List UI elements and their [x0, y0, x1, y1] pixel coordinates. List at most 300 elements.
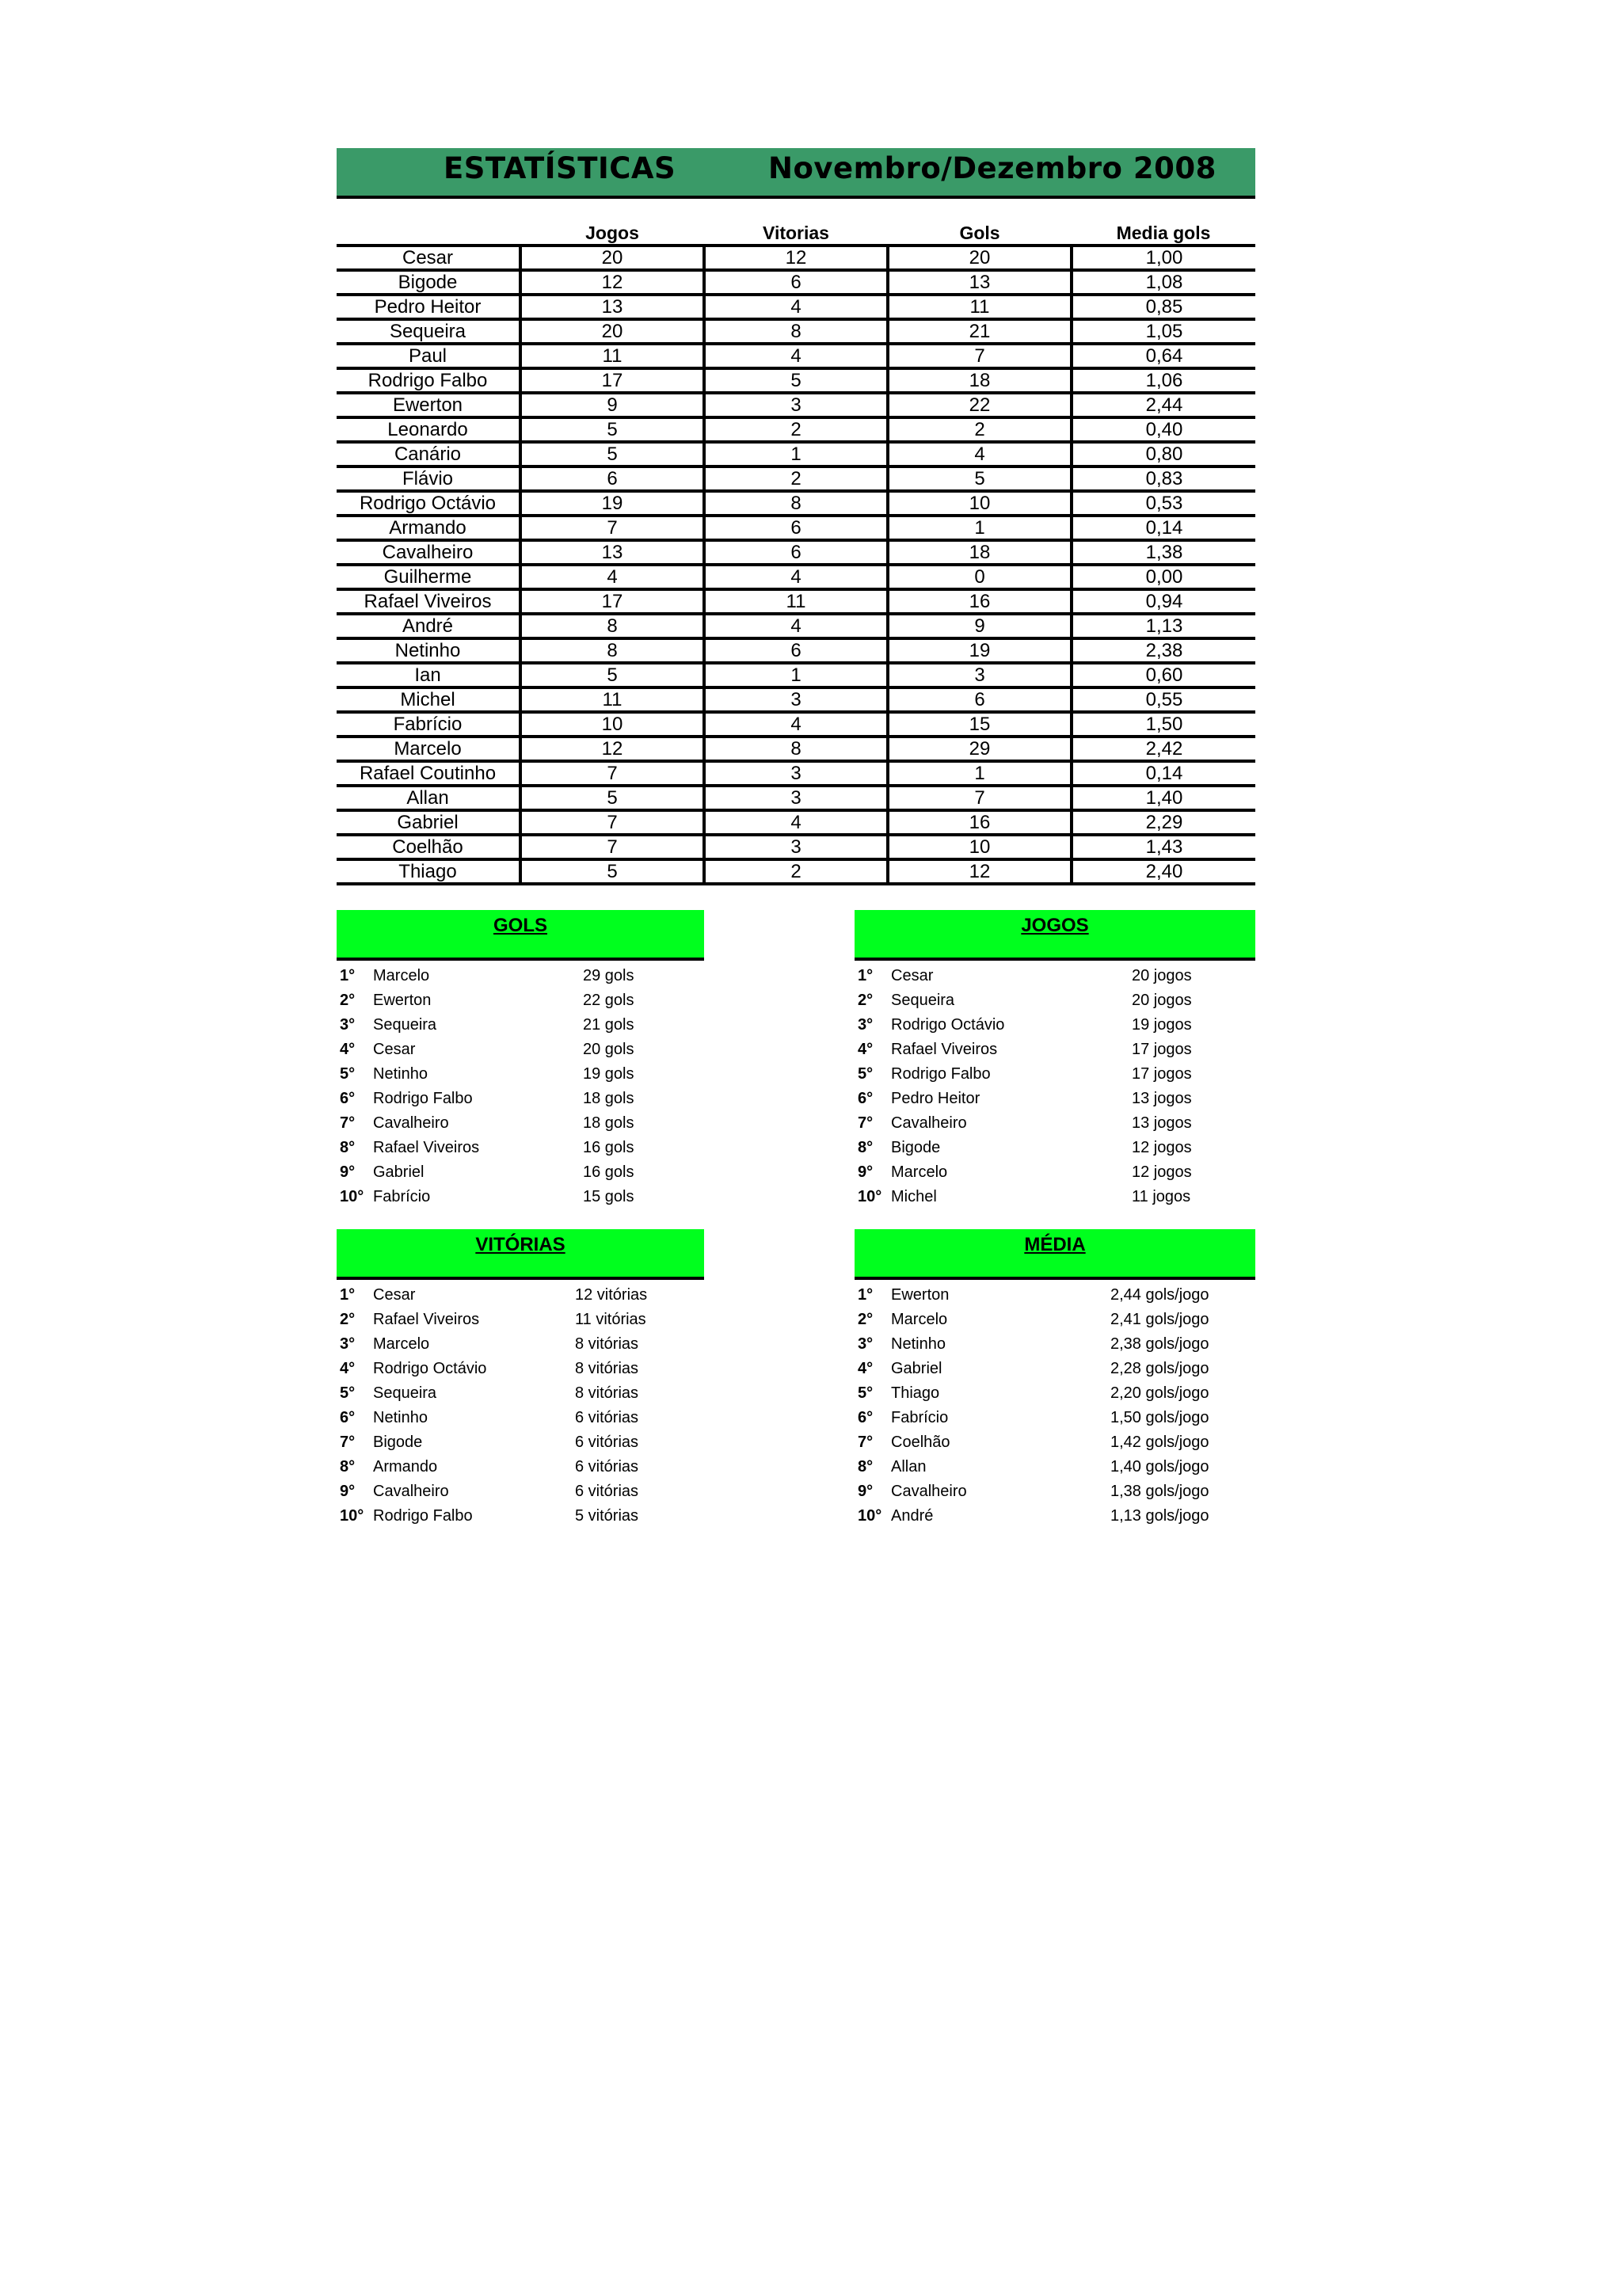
table-row: [337, 638, 1255, 663]
media-cell: 0,40: [1072, 417, 1255, 442]
media-cell: 2,40: [1072, 859, 1255, 884]
rank-player-name: Coelhão: [891, 1434, 950, 1451]
list-item: [855, 1406, 1255, 1430]
rank-player-name: Sequeira: [373, 1384, 437, 1402]
rank-position: 3°: [340, 1016, 356, 1034]
rank-value: 1,38 gols/jogo: [1110, 1483, 1209, 1500]
rank-position: 8°: [340, 1458, 356, 1475]
rank-position: 10°: [340, 1507, 364, 1525]
list-item: [337, 1357, 704, 1381]
list-item: [855, 1430, 1255, 1455]
rank-position: 10°: [858, 1188, 882, 1205]
list-item: [337, 1185, 704, 1209]
media-cell: 1,40: [1072, 786, 1255, 810]
rank-player-name: Sequeira: [891, 992, 955, 1009]
table-row: [337, 761, 1255, 786]
media-cell: 2,44: [1072, 393, 1255, 417]
rank-value: 13 jogos: [1132, 1114, 1192, 1132]
rank-position: 3°: [858, 1016, 874, 1034]
list-item: [855, 1185, 1255, 1209]
list-item: [337, 1111, 704, 1136]
rank-value: 2,44 gols/jogo: [1110, 1286, 1209, 1304]
player-name-cell: Rafael Coutinho: [337, 761, 520, 786]
gols-cell: 19: [888, 638, 1072, 663]
rank-value: 6 vitórias: [575, 1434, 639, 1451]
player-name-cell: Gabriel: [337, 810, 520, 835]
list-item: [337, 1308, 704, 1332]
list-item: [855, 1455, 1255, 1479]
rank-value: 18 gols: [583, 1114, 634, 1132]
player-name-cell: Cavalheiro: [337, 540, 520, 565]
table-row: [337, 859, 1255, 884]
vitorias-cell: 6: [704, 270, 888, 295]
rank-player-name: Cesar: [373, 1041, 416, 1058]
column-header-jogos: Jogos: [520, 220, 704, 246]
rank-player-name: Rodrigo Falbo: [373, 1090, 473, 1107]
rank-player-name: Rafael Viveiros: [373, 1139, 480, 1156]
list-item: [337, 1283, 704, 1308]
jogos-cell: 5: [520, 417, 704, 442]
gols-cell: 10: [888, 835, 1072, 859]
player-name-cell: Sequeira: [337, 319, 520, 344]
rank-value: 19 gols: [583, 1065, 634, 1083]
vitorias-cell: 1: [704, 663, 888, 687]
rank-value: 22 gols: [583, 992, 634, 1009]
rank-value: 20 gols: [583, 1041, 634, 1058]
table-row: [337, 835, 1255, 859]
gols-cell: 6: [888, 687, 1072, 712]
column-header-media: Media gols: [1072, 220, 1255, 246]
jogos-cell: 8: [520, 638, 704, 663]
table-row: [337, 344, 1255, 368]
vitorias-cell: 4: [704, 565, 888, 589]
media-cell: 0,64: [1072, 344, 1255, 368]
rank-position: 9°: [340, 1483, 356, 1500]
rank-value: 5 vitórias: [575, 1507, 639, 1525]
ranking-jogos: [855, 910, 1255, 1209]
rank-player-name: Rodrigo Falbo: [373, 1507, 473, 1525]
media-cell: 1,50: [1072, 712, 1255, 737]
gols-cell: 16: [888, 810, 1072, 835]
player-name-cell: Flávio: [337, 466, 520, 491]
rank-position: 8°: [858, 1139, 874, 1156]
vitorias-cell: 4: [704, 810, 888, 835]
rank-value: 19 jogos: [1132, 1016, 1192, 1034]
rank-player-name: Rodrigo Octávio: [891, 1016, 1005, 1034]
list-item: [855, 1479, 1255, 1504]
jogos-cell: 7: [520, 835, 704, 859]
gols-cell: 7: [888, 786, 1072, 810]
gols-cell: 2: [888, 417, 1072, 442]
rank-position: 4°: [858, 1041, 874, 1058]
rank-player-name: Pedro Heitor: [891, 1090, 980, 1107]
rank-player-name: Armando: [373, 1458, 438, 1475]
media-cell: 1,05: [1072, 319, 1255, 344]
rank-position: 7°: [858, 1114, 874, 1132]
rank-value: 18 gols: [583, 1090, 634, 1107]
gols-cell: 13: [888, 270, 1072, 295]
list-item: [337, 1455, 704, 1479]
ranking-title: MÉDIA: [1024, 1234, 1086, 1255]
list-item: [855, 1332, 1255, 1357]
list-item: [337, 1062, 704, 1087]
media-cell: 0,94: [1072, 589, 1255, 614]
rank-player-name: Rafael Viveiros: [891, 1041, 998, 1058]
list-item: [855, 1504, 1255, 1529]
rank-player-name: André: [891, 1507, 934, 1525]
column-header-player: [337, 220, 520, 246]
gols-cell: 10: [888, 491, 1072, 516]
rank-player-name: Marcelo: [373, 1335, 430, 1353]
table-row: [337, 319, 1255, 344]
rank-position: 9°: [340, 1163, 356, 1181]
table-row: [337, 786, 1255, 810]
player-name-cell: Bigode: [337, 270, 520, 295]
table-row: [337, 737, 1255, 761]
period-title: Novembro/Dezembro 2008: [768, 151, 1216, 185]
player-name-cell: Ian: [337, 663, 520, 687]
jogos-cell: 6: [520, 466, 704, 491]
rank-player-name: Gabriel: [891, 1360, 942, 1377]
rank-position: 6°: [340, 1409, 356, 1426]
player-name-cell: Thiago: [337, 859, 520, 884]
list-item: [855, 964, 1255, 988]
rank-position: 7°: [858, 1434, 874, 1451]
vitorias-cell: 8: [704, 491, 888, 516]
rank-value: 6 vitórias: [575, 1409, 639, 1426]
rank-player-name: Fabrício: [891, 1409, 949, 1426]
rank-position: 2°: [858, 1311, 874, 1328]
rank-player-name: Cesar: [373, 1286, 416, 1304]
gols-cell: 7: [888, 344, 1072, 368]
vitorias-cell: 4: [704, 295, 888, 319]
vitorias-cell: 3: [704, 687, 888, 712]
rank-position: 10°: [340, 1188, 364, 1205]
player-name-cell: Fabrício: [337, 712, 520, 737]
list-item: [337, 1504, 704, 1529]
vitorias-cell: 2: [704, 417, 888, 442]
media-cell: 0,55: [1072, 687, 1255, 712]
stats-table: [337, 220, 1255, 885]
rank-position: 1°: [858, 1286, 874, 1304]
rank-player-name: Ewerton: [373, 992, 432, 1009]
player-name-cell: Rodrigo Octávio: [337, 491, 520, 516]
ranking-title: VITÓRIAS: [475, 1234, 565, 1255]
rank-position: 2°: [858, 992, 874, 1009]
stats-body: [337, 246, 1255, 884]
rank-position: 1°: [340, 967, 356, 984]
jogos-cell: 5: [520, 663, 704, 687]
player-name-cell: Coelhão: [337, 835, 520, 859]
vitorias-cell: 4: [704, 614, 888, 638]
gols-cell: 20: [888, 246, 1072, 270]
gols-cell: 9: [888, 614, 1072, 638]
jogos-cell: 11: [520, 687, 704, 712]
player-name-cell: Netinho: [337, 638, 520, 663]
gols-cell: 16: [888, 589, 1072, 614]
rank-position: 9°: [858, 1483, 874, 1500]
rank-value: 8 vitórias: [575, 1360, 639, 1377]
rank-player-name: Cesar: [891, 967, 934, 984]
rank-value: 8 vitórias: [575, 1384, 639, 1402]
gols-cell: 18: [888, 368, 1072, 393]
rank-position: 4°: [340, 1360, 356, 1377]
table-row: [337, 466, 1255, 491]
rank-player-name: Netinho: [373, 1409, 428, 1426]
media-cell: 1,08: [1072, 270, 1255, 295]
jogos-cell: 10: [520, 712, 704, 737]
rank-position: 2°: [340, 1311, 356, 1328]
vitorias-cell: 2: [704, 466, 888, 491]
ranking-header: [337, 1229, 704, 1280]
media-cell: 0,85: [1072, 295, 1255, 319]
media-cell: 0,14: [1072, 761, 1255, 786]
vitorias-cell: 11: [704, 589, 888, 614]
rank-value: 8 vitórias: [575, 1335, 639, 1353]
rank-position: 3°: [858, 1335, 874, 1353]
jogos-cell: 8: [520, 614, 704, 638]
player-name-cell: Guilherme: [337, 565, 520, 589]
table-row: [337, 491, 1255, 516]
rank-player-name: Fabrício: [373, 1188, 431, 1205]
rank-value: 2,41 gols/jogo: [1110, 1311, 1209, 1328]
table-row: [337, 540, 1255, 565]
rank-position: 8°: [858, 1458, 874, 1475]
list-item: [855, 1062, 1255, 1087]
table-row: [337, 565, 1255, 589]
player-name-cell: Canário: [337, 442, 520, 466]
rank-position: 4°: [340, 1041, 356, 1058]
rank-position: 6°: [858, 1409, 874, 1426]
media-cell: 1,00: [1072, 246, 1255, 270]
rank-value: 1,13 gols/jogo: [1110, 1507, 1209, 1525]
gols-cell: 4: [888, 442, 1072, 466]
player-name-cell: Pedro Heitor: [337, 295, 520, 319]
jogos-cell: 4: [520, 565, 704, 589]
vitorias-cell: 6: [704, 540, 888, 565]
vitorias-cell: 5: [704, 368, 888, 393]
player-name-cell: Armando: [337, 516, 520, 540]
gols-cell: 0: [888, 565, 1072, 589]
rank-position: 1°: [858, 967, 874, 984]
rank-player-name: Cavalheiro: [891, 1114, 967, 1132]
rank-position: 6°: [340, 1090, 356, 1107]
rank-position: 3°: [340, 1335, 356, 1353]
media-cell: 0,83: [1072, 466, 1255, 491]
jogos-cell: 19: [520, 491, 704, 516]
rank-position: 6°: [858, 1090, 874, 1107]
rank-player-name: Netinho: [373, 1065, 428, 1083]
page-title: ESTATÍSTICAS: [444, 151, 676, 185]
table-row: [337, 246, 1255, 270]
jogos-cell: 7: [520, 810, 704, 835]
jogos-cell: 5: [520, 786, 704, 810]
jogos-cell: 13: [520, 295, 704, 319]
table-row: [337, 810, 1255, 835]
table-row: [337, 516, 1255, 540]
rank-value: 1,42 gols/jogo: [1110, 1434, 1209, 1451]
table-row: [337, 442, 1255, 466]
rank-value: 20 jogos: [1132, 967, 1192, 984]
player-name-cell: Allan: [337, 786, 520, 810]
rank-player-name: Cavalheiro: [373, 1483, 449, 1500]
vitorias-cell: 8: [704, 319, 888, 344]
table-row: [337, 295, 1255, 319]
rank-player-name: Bigode: [373, 1434, 423, 1451]
vitorias-cell: 8: [704, 737, 888, 761]
jogos-cell: 17: [520, 368, 704, 393]
jogos-cell: 5: [520, 859, 704, 884]
rank-player-name: Netinho: [891, 1335, 946, 1353]
media-cell: 2,29: [1072, 810, 1255, 835]
rank-position: 5°: [340, 1384, 356, 1402]
jogos-cell: 17: [520, 589, 704, 614]
vitorias-cell: 6: [704, 516, 888, 540]
rank-player-name: Marcelo: [891, 1311, 948, 1328]
table-row: [337, 663, 1255, 687]
rank-value: 21 gols: [583, 1016, 634, 1034]
media-cell: 0,53: [1072, 491, 1255, 516]
media-cell: 0,80: [1072, 442, 1255, 466]
vitorias-cell: 12: [704, 246, 888, 270]
rank-player-name: Rafael Viveiros: [373, 1311, 480, 1328]
rank-value: 2,20 gols/jogo: [1110, 1384, 1209, 1402]
ranking-header: [337, 910, 704, 961]
list-item: [337, 1479, 704, 1504]
rank-player-name: Allan: [891, 1458, 927, 1475]
gols-cell: 1: [888, 761, 1072, 786]
rank-value: 12 jogos: [1132, 1163, 1192, 1181]
list-item: [855, 1308, 1255, 1332]
vitorias-cell: 1: [704, 442, 888, 466]
rank-value: 6 vitórias: [575, 1458, 639, 1475]
player-name-cell: André: [337, 614, 520, 638]
media-cell: 0,60: [1072, 663, 1255, 687]
rank-value: 16 gols: [583, 1139, 634, 1156]
rank-value: 17 jogos: [1132, 1065, 1192, 1083]
rank-value: 1,50 gols/jogo: [1110, 1409, 1209, 1426]
list-item: [337, 1160, 704, 1185]
list-item: [337, 1038, 704, 1062]
table-row: [337, 589, 1255, 614]
rank-value: 12 jogos: [1132, 1139, 1192, 1156]
list-item: [855, 1283, 1255, 1308]
gols-cell: 29: [888, 737, 1072, 761]
media-cell: 0,14: [1072, 516, 1255, 540]
player-name-cell: Cesar: [337, 246, 520, 270]
table-row: [337, 368, 1255, 393]
media-cell: 2,42: [1072, 737, 1255, 761]
rank-position: 8°: [340, 1139, 356, 1156]
vitorias-cell: 3: [704, 835, 888, 859]
media-cell: 2,38: [1072, 638, 1255, 663]
gols-cell: 3: [888, 663, 1072, 687]
list-item: [337, 1087, 704, 1111]
rank-player-name: Marcelo: [373, 967, 430, 984]
rank-player-name: Cavalheiro: [891, 1483, 967, 1500]
list-item: [337, 1013, 704, 1038]
ranking-title: JOGOS: [1021, 915, 1089, 936]
rank-value: 20 jogos: [1132, 992, 1192, 1009]
list-item: [337, 1332, 704, 1357]
table-row: [337, 614, 1255, 638]
list-item: [855, 1357, 1255, 1381]
rank-player-name: Gabriel: [373, 1163, 425, 1181]
table-row: [337, 712, 1255, 737]
stats-header-row: [337, 220, 1255, 246]
jogos-cell: 12: [520, 270, 704, 295]
jogos-cell: 13: [520, 540, 704, 565]
vitorias-cell: 2: [704, 859, 888, 884]
gols-cell: 12: [888, 859, 1072, 884]
rank-value: 17 jogos: [1132, 1041, 1192, 1058]
rank-position: 4°: [858, 1360, 874, 1377]
player-name-cell: Rafael Viveiros: [337, 589, 520, 614]
rank-position: 5°: [858, 1065, 874, 1083]
rank-position: 7°: [340, 1434, 356, 1451]
vitorias-cell: 4: [704, 712, 888, 737]
list-item: [855, 1087, 1255, 1111]
rank-player-name: Ewerton: [891, 1286, 950, 1304]
list-item: [337, 964, 704, 988]
list-item: [855, 1160, 1255, 1185]
list-item: [855, 1381, 1255, 1406]
list-item: [337, 1381, 704, 1406]
rank-value: 6 vitórias: [575, 1483, 639, 1500]
player-name-cell: Paul: [337, 344, 520, 368]
gols-cell: 11: [888, 295, 1072, 319]
jogos-cell: 5: [520, 442, 704, 466]
ranking-header: [855, 1229, 1255, 1280]
rank-value: 16 gols: [583, 1163, 634, 1181]
ranking-vitorias: [337, 1229, 704, 1529]
gols-cell: 15: [888, 712, 1072, 737]
player-name-cell: Ewerton: [337, 393, 520, 417]
ranking-gols: [337, 910, 704, 1209]
list-item: [855, 988, 1255, 1013]
rank-value: 11 jogos: [1132, 1188, 1191, 1205]
list-item: [337, 1430, 704, 1455]
ranking-title: GOLS: [493, 915, 547, 936]
vitorias-cell: 3: [704, 393, 888, 417]
player-name-cell: Marcelo: [337, 737, 520, 761]
rank-player-name: Rodrigo Octávio: [373, 1360, 487, 1377]
rank-position: 10°: [858, 1507, 882, 1525]
rank-value: 2,28 gols/jogo: [1110, 1360, 1209, 1377]
rank-player-name: Rodrigo Falbo: [891, 1065, 991, 1083]
list-item: [337, 1136, 704, 1160]
list-item: [337, 988, 704, 1013]
rank-position: 5°: [340, 1065, 356, 1083]
list-item: [855, 1136, 1255, 1160]
rank-value: 13 jogos: [1132, 1090, 1192, 1107]
list-item: [337, 1406, 704, 1430]
player-name-cell: Leonardo: [337, 417, 520, 442]
list-item: [855, 1013, 1255, 1038]
jogos-cell: 20: [520, 319, 704, 344]
player-name-cell: Rodrigo Falbo: [337, 368, 520, 393]
rank-player-name: Cavalheiro: [373, 1114, 449, 1132]
gols-cell: 21: [888, 319, 1072, 344]
media-cell: 1,13: [1072, 614, 1255, 638]
list-item: [855, 1111, 1255, 1136]
gols-cell: 18: [888, 540, 1072, 565]
column-header-vitorias: Vitorias: [704, 220, 888, 246]
table-row: [337, 270, 1255, 295]
rank-value: 29 gols: [583, 967, 634, 984]
rank-position: 7°: [340, 1114, 356, 1132]
media-cell: 1,06: [1072, 368, 1255, 393]
